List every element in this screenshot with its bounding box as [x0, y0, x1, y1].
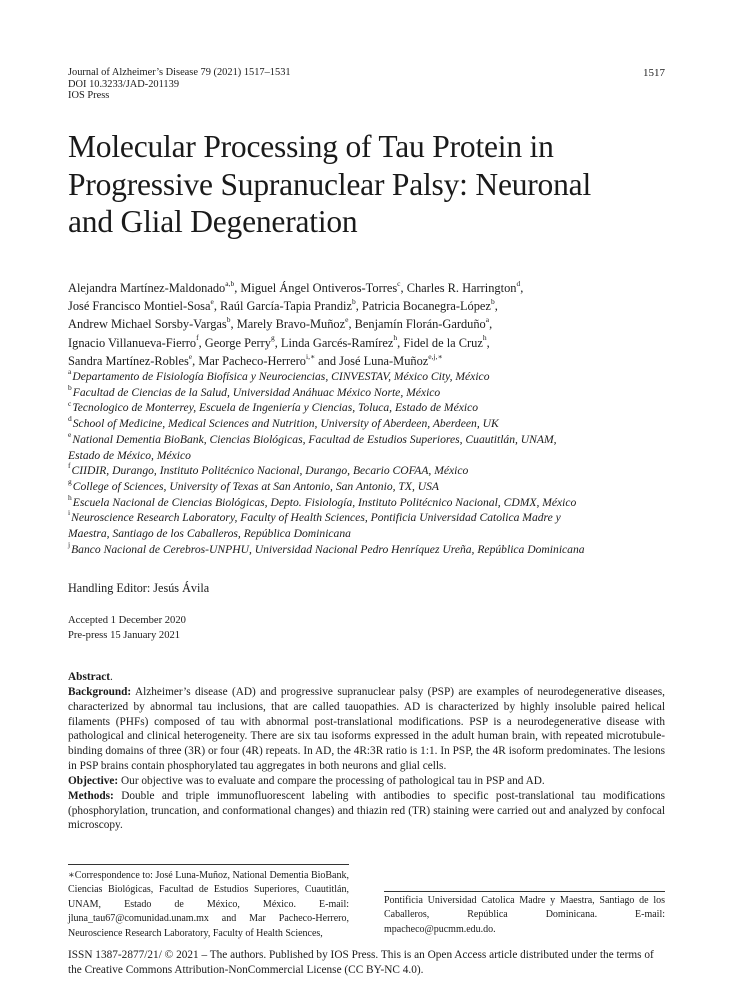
author-affiliation-mark: a,b	[225, 278, 235, 288]
abstract-heading: Abstract	[68, 671, 111, 683]
author-list	[68, 279, 678, 370]
affiliation-text: CIIDIR, Durango, Instituto Politécnico Nacional, Durango, Becario COFAA, México	[71, 464, 469, 478]
author-separator: ,	[355, 299, 362, 314]
affiliation-mark: d	[68, 414, 72, 424]
affiliation	[68, 382, 678, 401]
author-affiliation-mark: a	[485, 315, 490, 325]
author-separator: ,	[400, 281, 407, 295]
author-affiliation-mark: f	[196, 333, 199, 343]
affiliation-text: Neuroscience Research Laboratory, Faculty of Health Sciences, Pontificia Universidad Catolica Madre y	[71, 511, 561, 525]
background-label: Background:	[68, 685, 132, 698]
affiliation-text: Banco Nacional de Cerebros-UNPHU, Universidad Nacional Pedro Henríquez Ureña, República Dominicana	[71, 542, 585, 556]
publisher: IOS Press	[68, 90, 110, 101]
abstract-heading-punct: .	[110, 671, 113, 683]
affiliation-text: Facultad de Ciencias de la Salud, Universidad Anáhuac México Norte, México	[72, 385, 441, 399]
affiliation-mark: h	[68, 492, 72, 502]
author-line	[68, 334, 678, 352]
author-separator: ,	[520, 281, 524, 295]
title-line: Molecular Processing of Tau Protein in	[68, 129, 554, 164]
author-separator: ,	[192, 353, 199, 368]
journal-citation: Journal of Alzheimer’s Disease 79 (2021) 1517–1531	[68, 67, 291, 78]
author-affiliation-mark: c	[397, 278, 401, 288]
author-name: Marely Bravo-Muñoz	[236, 317, 346, 332]
title-line: Progressive Supranuclear Palsy: Neuronal	[68, 166, 591, 202]
prepress-date: Pre-press 15 January 2021	[68, 629, 181, 641]
author-name: George Perry	[204, 335, 271, 350]
author-name: Miguel Ángel Ontiveros-Torres	[240, 281, 398, 295]
correspondence-footnote-continued: Pontificia Universidad Catolica Madre y Maestra, Santiago de los Caballeros, República Dominicana. E-mail: mpacheco@pucmm.edu.do.	[384, 895, 665, 935]
affiliation	[68, 416, 678, 432]
author-separator: ,	[198, 335, 205, 350]
author-affiliation-mark: d	[516, 278, 521, 288]
author-separator: and	[315, 353, 340, 368]
objective-text: Our objective was to evaluate and compare the processing of pathological tau in PSP and AD.	[121, 774, 545, 787]
author-affiliation-mark: i,∗	[306, 351, 316, 361]
methods-text: Double and triple immunofluorescent labeling with antibodies to specific post-translational tau modifications (phosphorylation, truncation, and conformational changes) and thiazin red (TR) staining were carried out and analyzed by confocal microscopy.	[68, 789, 666, 832]
author-line	[68, 279, 678, 297]
author-separator: ,	[494, 299, 498, 314]
affiliation	[68, 526, 678, 542]
footnote-rule	[384, 891, 665, 892]
author-name: José Francisco Montiel-Sosa	[68, 299, 211, 314]
article-title	[68, 128, 668, 241]
affiliation	[68, 429, 678, 448]
affiliation-mark: c	[68, 398, 72, 408]
abstract-background	[68, 685, 665, 774]
affiliation	[68, 369, 678, 385]
running-header	[68, 67, 291, 102]
methods-label: Methods:	[68, 789, 114, 802]
affiliation-text: National Dementia BioBank, Ciencias Biológicas, Facultad de Estudios Superiores, Cuautitlán, UNAM,	[72, 432, 557, 446]
page-number: 1517	[643, 67, 665, 79]
publication-dates	[68, 614, 186, 644]
abstract-methods	[68, 789, 665, 834]
affiliation	[68, 492, 678, 511]
affiliation-mark: g	[68, 477, 72, 487]
affiliation-text: Maestra, Santiago de los Caballeros, República Dominicana	[68, 527, 351, 541]
author-separator: ,	[397, 335, 404, 350]
author-name: Charles R. Harrington	[406, 281, 517, 295]
affiliation-mark: f	[68, 461, 71, 471]
author-affiliation-mark: g	[270, 333, 275, 343]
author-name: Raúl García-Tapia Prandiz	[220, 299, 352, 314]
abstract-objective	[68, 774, 665, 789]
author-name: Andrew Michael Sorsby-Vargas	[68, 317, 227, 332]
affiliation-text: School of Medicine, Medical Sciences and Nutrition, University of Aberdeen, Aberdeen, UK	[72, 417, 499, 431]
author-name: Linda Garcés-Ramírez	[280, 335, 394, 350]
affiliation-text: College of Sciences, University of Texas at San Antonio, San Antonio, TX, USA	[72, 479, 439, 493]
author-affiliation-mark: h	[393, 333, 398, 343]
correspondence-footnote: ∗Correspondence to: José Luna-Muñoz, National Dementia BioBank, Ciencias Biológicas, Facultad de Estudios Superiores, Cuautitlán, UNAM, Estado de México, México. E-mail: jluna_tau67@comunidad.unam.mx and Mar Pacheco-Herrero, Neuroscience Research Laboratory, Faculty of Health Sciences,	[68, 870, 349, 939]
author-separator: ,	[234, 281, 241, 295]
title-line: and Glial Degeneration	[68, 204, 358, 239]
abstract-heading-line	[68, 670, 665, 685]
author-separator: ,	[274, 335, 281, 350]
affiliation-mark: a	[68, 367, 72, 377]
author-separator: ,	[230, 317, 237, 332]
affiliation	[68, 539, 678, 558]
author-affiliation-mark: e	[188, 351, 193, 361]
author-affiliation-mark: e,j,∗	[428, 351, 443, 361]
affiliation	[68, 448, 678, 464]
affiliation-list	[68, 369, 678, 557]
affiliation-text: Escuela Nacional de Ciencias Biológicas, Depto. Fisiología, Instituto Politécnico Nacional, CDMX, México	[72, 495, 577, 509]
author-name: Fidel de la Cruz	[403, 335, 483, 350]
author-affiliation-mark: b	[351, 297, 356, 307]
author-name: Ignacio Villanueva-Fierro	[68, 335, 197, 350]
author-line	[68, 297, 678, 315]
affiliation-text: Tecnologico de Monterrey, Escuela de Ingeniería y Ciencias, Toluca, Estado de México	[72, 401, 479, 415]
author-name: Alejandra Martínez-Maldonado	[68, 281, 226, 295]
affiliation-text: Estado de México, México	[68, 448, 191, 462]
accepted-date: Accepted 1 December 2020	[68, 615, 186, 626]
affiliation-mark: i	[68, 508, 71, 518]
author-name: José Luna-Muñoz	[339, 353, 429, 368]
author-affiliation-mark: e	[210, 297, 214, 307]
affiliation	[68, 463, 678, 479]
author-name: Patricia Bocanegra-López	[361, 299, 491, 314]
affiliation-mark: e	[68, 429, 72, 439]
affiliation	[68, 510, 678, 526]
author-line	[68, 352, 678, 370]
affiliation	[68, 400, 678, 416]
author-affiliation-mark: h	[482, 333, 487, 343]
affiliation	[68, 479, 678, 495]
author-name: Benjamín Florán-Garduño	[354, 317, 486, 332]
doi[interactable]: DOI 10.3233/JAD-201139	[68, 78, 180, 90]
author-name: Mar Pacheco-Herrero	[198, 353, 306, 368]
author-name: Sandra Martínez-Robles	[68, 353, 189, 368]
author-separator: ,	[348, 317, 355, 332]
license-notice: ISSN 1387-2877/21/ © 2021 – The authors. Published by IOS Press. This is an Open Access article distributed under the terms of the Creative Commons Attribution-NonCommercial License (CC BY-NC 4.0).	[68, 949, 654, 977]
affiliation-text: Departamento de Fisiología Biofísica y Neurociencias, CINVESTAV, México City, México	[72, 370, 490, 383]
author-line	[68, 315, 678, 333]
author-separator: ,	[489, 317, 493, 332]
handling-editor: Handling Editor: Jesús Ávila	[68, 581, 210, 595]
author-separator: ,	[486, 335, 490, 350]
objective-label: Objective:	[68, 774, 119, 787]
author-affiliation-mark: b	[490, 297, 495, 307]
author-separator: ,	[213, 299, 221, 314]
affiliation-mark: j	[68, 539, 71, 549]
background-text: Alzheimer’s disease (AD) and progressive supranuclear palsy (PSP) are examples of neurodegenerative diseases, characterized by abnormal tau inclusions, that are called tauopathies. AD is characterized by highly insoluble paired helical filaments (PHFs) composed of tau with abnormal post-translational modifications. PSP is a neurodegenerative disease with pathological and clinical heterogeneity. There are six tau isoforms expressed in the adult human brain, with repeated microtubule-binding domains of three (3R) or four (4R) repeats. In AD, the 4R:3R ratio is 1:1. In PSP, the 4R isoform predominates. The lesions in PSP brains contain phosphorylated tau aggregates in both neurons and glial cells.	[68, 685, 666, 773]
affiliation-mark: b	[68, 382, 72, 392]
author-affiliation-mark: e	[345, 315, 349, 325]
author-affiliation-mark: b	[226, 315, 231, 325]
footnote-rule	[68, 864, 349, 865]
abstract	[68, 670, 665, 833]
